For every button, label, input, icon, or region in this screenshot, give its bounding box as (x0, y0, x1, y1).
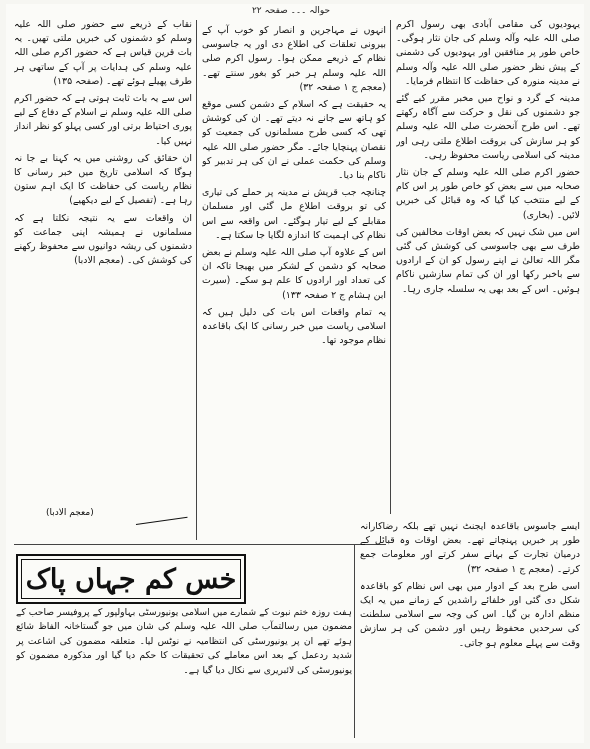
newspaper-page (6, 4, 584, 743)
paragraph: ایسے جاسوس باقاعدہ ایجنٹ نہیں تھے بلکہ رضاکارانہ طور پر خبریں پہنچاتے تھے۔ بعض اوقات وہ قبائل کے درمیان تجارت کے بہانے سفر کرتے اور معلومات جمع کرتے۔ (معجم ج ۱ صفحہ ۳۲) (360, 521, 580, 575)
signature-note: (معجم الادبا) (46, 508, 94, 518)
section-divider (14, 544, 386, 545)
paragraph: انہوں نے مہاجرین و انصار کو خوب آپ کے بیرونی تعلقات کی اطلاع دی اور یہ جاسوسی نظام کے ذریعے ممکن ہوا۔ رسول اکرم صلی اللہ علیہ وسلم ہر خبر کو بغور سنتے تھے۔ (معجم ج ۱ صفحہ ۳۲) (202, 25, 386, 93)
column-right (396, 18, 580, 514)
headline-title: خس کم جہاں پاک (21, 559, 241, 599)
notice-text: ہفت روزہ ختم نبوت کے شمارے میں اسلامی یونیورسٹی بہاولپور کے پروفیسر صاحب کے مضمون میں رسالتمآب صلی اللہ علیہ وسلم کی شان میں جو گستاخانہ الفاظ شائع ہوئے تھے ان پر یونیورسٹی کی انتظامیہ نے نوٹس لیا۔ متعلقہ مضمون کی اشاعت پر شدید ردعمل کے بعد اس معاملے کی تحقیقات کا حکم دیا گیا اور مذکورہ مضمون کو یونیورسٹی کی لائبریری سے نکال دیا گیا ہے۔ (16, 607, 352, 676)
paragraph: اس میں شک نہیں کہ بعض اوقات مخالفین کی طرف سے بھی جاسوسی کی کوشش کی گئی مگر اللہ تعالیٰ نے اپنے رسول کو ان کے ارادوں سے باخبر رکھا اور ان کی تمام سازشیں ناکام ہوئیں۔ اس کے بعد بھی یہ سلسلہ جاری رہا۔ (396, 226, 580, 295)
handwritten-stroke (136, 517, 188, 526)
paragraph: اس کے علاوہ آپ صلی اللہ علیہ وسلم نے بعض صحابہ کو دشمن کے لشکر میں بھیجا تاکہ ان کی تعداد اور ارادوں کا علم ہو سکے۔ (سیرت ابن ہشام ج ۲ صفحہ ۱۳۳) (202, 247, 386, 301)
paragraph: ان حقائق کی روشنی میں یہ کہنا بے جا نہ ہوگا کہ اسلامی تاریخ میں خبر رسانی کا نظام ریاست کی حفاظت کا ایک اہم ستون رہا ہے۔ (تفصیل کے لیے دیکھیے) (14, 152, 192, 207)
column-middle (202, 24, 386, 532)
column-divider (196, 20, 197, 540)
paragraph: نقاب کے ذریعے سے حضور صلی اللہ علیہ وسلم کو دشمنوں کی خبریں ملتی تھیں۔ یہ بات قرین قیاس ہے کہ حضور اکرم صلی اللہ علیہ وسلم کی ہدایات پر آپ کے ساتھی ہر طرف پھیلے ہوئے تھے۔ (صفحہ ۱۳۵) (14, 19, 192, 87)
paragraph: یہودیوں کی مقامی آبادی بھی رسول اکرم صلی اللہ علیہ وآلہ وسلم کی جان نثار ہوگی۔ خاص طور پر منافقین اور یہودیوں کی دشمنی کے پیش نظر حضور صلی اللہ علیہ وآلہ وسلم نے مدینہ منورہ کی حفاظت کا انتظام فرمایا۔ (396, 19, 580, 87)
column-divider (354, 544, 355, 738)
headline-box (16, 554, 246, 604)
paragraph: اس سے یہ بات ثابت ہوتی ہے کہ حضور اکرم صلی اللہ علیہ وسلم نے اسلام کے دفاع کے لیے پوری احتیاط برتی اور کسی پہلو کو نظر انداز نہیں کیا۔ (14, 93, 192, 147)
column-bottom-right (360, 520, 580, 738)
page-header-mark: حوالہ ۔۔۔ صفحہ ۲۲ (251, 6, 331, 16)
paragraph: مدینہ کے گرد و نواح میں مخبر مقرر کیے گئے جو دشمنوں کی نقل و حرکت سے آگاہ رکھتے تھے۔ اس طرح آنحضرت صلی اللہ علیہ وسلم کو ہر سازش کی بروقت اطلاع ملتی رہی اور مدینہ کی اسلامی ریاست محفوظ رہی۔ (396, 93, 580, 161)
paragraph: حضور اکرم صلی اللہ علیہ وسلم کے جان نثار صحابہ میں سے بعض کو خاص طور پر اس کام کے لیے منتخب کیا گیا کہ وہ قبائل کی خبریں لائیں۔ (بخاری) (396, 167, 580, 221)
paragraph: چنانچہ جب قریش نے مدینہ پر حملے کی تیاری کی تو بروقت اطلاع مل گئی اور مسلمان مقابلے کے لیے تیار ہوگئے۔ اس واقعہ سے اس نظام کی اہمیت کا اندازہ لگایا جا سکتا ہے۔ (202, 187, 386, 241)
column-divider (390, 20, 391, 514)
paragraph: یہ حقیقت ہے کہ اسلام کے دشمن کسی موقع کو ہاتھ سے جانے نہ دیتے تھے۔ ان کی کوشش تھی کہ کسی طرح مسلمانوں کی جمعیت کو نقصان پہنچایا جائے۔ مگر حضور صلی اللہ علیہ وسلم کی حکمت عملی نے ان کی ہر تدبیر کو ناکام بنا دیا۔ (202, 99, 386, 182)
paragraph: ان واقعات سے یہ نتیجہ نکلتا ہے کہ مسلمانوں نے ہمیشہ اپنی جماعت کو دشمنوں کی ریشہ دوانیوں سے محفوظ رکھنے کی کوشش کی۔ (معجم الادبا) (14, 212, 192, 267)
paragraph: یہ تمام واقعات اس بات کی دلیل ہیں کہ اسلامی ریاست میں خبر رسانی کا ایک باقاعدہ نظام موجود تھا۔ (202, 306, 386, 347)
paragraph: اسی طرح بعد کے ادوار میں بھی اس نظام کو باقاعدہ شکل دی گئی اور خلفائے راشدین کے زمانے میں یہ ایک منظم ادارہ بن گیا۔ اس کی وجہ سے اسلامی سلطنت کی سرحدیں محفوظ رہیں اور دشمن کی ہر سازش وقت سے پہلے معلوم ہو جاتی۔ (360, 580, 580, 649)
column-left (14, 18, 192, 504)
